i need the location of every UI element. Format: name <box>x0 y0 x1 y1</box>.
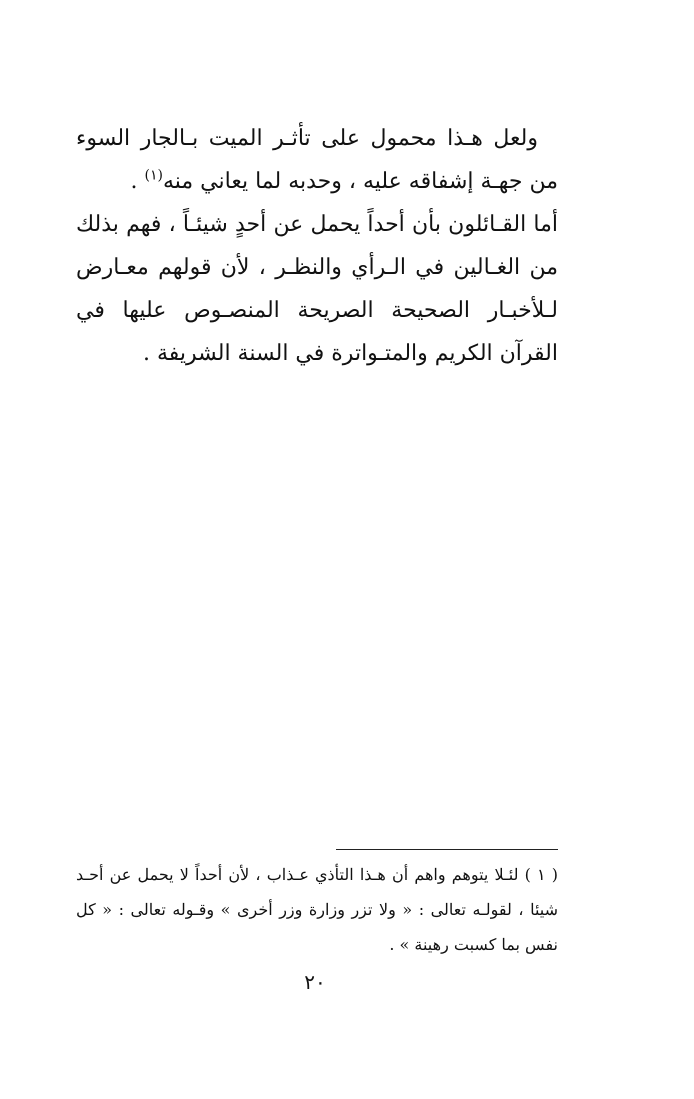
page-number: ٢٠ <box>304 970 326 994</box>
main-text <box>76 117 558 375</box>
paragraph: أما القـائلون بأن أحداً يحمل عن أحدٍ شيئـاً ، فهم بذلك من الغـالين في الـرأي والنظـر ، لأن قولهم معـارض لـلأخبـار الصحيحة الصريحة المنصـوص عليها في القرآن الكريم والمتـواترة في السنة الشريفة . <box>76 212 558 366</box>
footnote-reference: (١) <box>144 167 163 184</box>
footnote-text: ( ١ ) لئـلا يتوهم واهم أن هـذا التأذي عـذاب ، لأن أحداً لا يحمل عن أحـد شيئا ، لقولـه تعالى : « ولا تزر وزارة وزر أخرى » وقـوله تعالى : « كل نفس بما كسبت رهينة » . <box>76 865 559 954</box>
paragraph <box>76 117 558 203</box>
footnote-divider <box>336 849 558 850</box>
footnote <box>76 857 558 962</box>
paragraph-end: . <box>130 169 145 194</box>
paragraph-text: ولعل هـذا محمول على تأثـر الميت بـالجار السوء من جهـة إشفاقه عليه ، وحدبه لما يعاني منه <box>76 126 558 194</box>
